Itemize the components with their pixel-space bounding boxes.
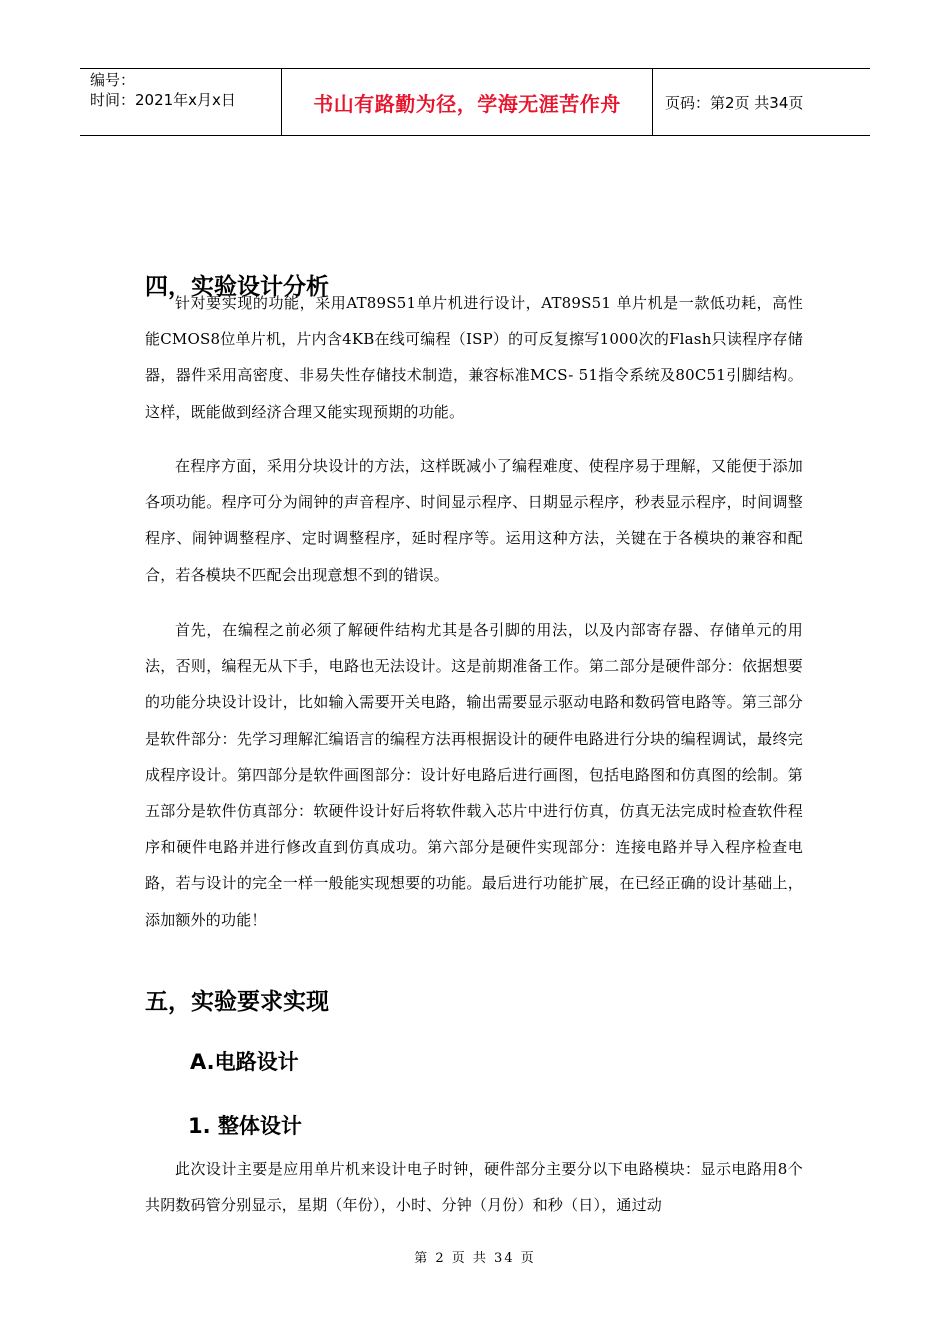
subsection-1-heading: 1. 整体设计 xyxy=(188,1114,302,1138)
section-4-paragraph-2: 在程序方面，采用分块设计的方法，这样既减小了编程难度、使程序易于理解，又能便于添加各项功能。程序可分为闹钟的声音程序、时间显示程序、日期显示程序，秒表显示程序，时间调整程序、闹钟调整程序、定时调整程序，延时程序等。运用这种方法，关键在于各模块的兼容和配合，若各模块不匹配会出现意想不到的错误。 xyxy=(145,457,803,584)
section-5-paragraph-1: 此次设计主要是应用单片机来设计电子时钟，硬件部分主要分以下电路模块：显示电路用8个共阴数码管分别显示，星期（年份），小时、分钟（月份）和秒（日），通过动 xyxy=(145,1160,803,1215)
page-footer: 第 2 页 共 34 页 xyxy=(414,1251,536,1266)
document-header xyxy=(80,68,870,136)
document-number-label: 编号： xyxy=(90,71,136,89)
header-page-label: 页码：第2页 共34页 xyxy=(665,93,804,112)
header-motto: 书山有路勤为径，学海无涯苦作舟 xyxy=(282,69,653,135)
subsection-a-heading: A.电路设计 xyxy=(190,1050,299,1074)
document-date-label: 时间：2021年x月x日 xyxy=(90,91,236,109)
section-5-heading: 五，实验要求实现 xyxy=(145,989,329,1015)
section-4-paragraph-3: 首先，在编程之前必须了解硬件结构尤其是各引脚的用法，以及内部寄存器、存储单元的用法，否则，编程无从下手，电路也无法设计。这是前期准备工作。第二部分是硬件部分：依据想要的功能分块设计设计，比如输入需要开关电路，输出需要显示驱动电路和数码管电路等。第三部分是软件部分：先学习理解汇编语言的编程方法再根据设计的硬件电路进行分块的编程调试，最终完成程序设计。第四部分是软件画图部分：设计好电路后进行画图，包括电路图和仿真图的绘制。第五部分是软件仿真部分：软硬件设计好后将软件载入芯片中进行仿真，仿真无法完成时检查软件程序和硬件电路并进行修改直到仿真成功。第六部分是硬件实现部分：连接电路并导入程序检查电路，若与设计的完全一样一般能实现想要的功能。最后进行功能扩展，在已经正确的设计基础上，添加额外的功能！ xyxy=(145,621,803,929)
section-4-paragraph-1: 针对要实现的功能，采用AT89S51单片机进行设计，AT89S51 单片机是一款低功耗，高性能CMOS8位单片机，片内含4KB在线可编程（ISP）的可反复擦写1000次的Flash只读程序存储器，器件采用高密度、非易失性存储技术制造，兼容标准MCS- 51指令系统及80C51引脚结构。这样，既能做到经济合理又能实现预期的功能。 xyxy=(145,294,803,421)
section-4-heading: 四，实验设计分析 xyxy=(145,274,329,300)
header-meta-cell xyxy=(80,69,282,135)
